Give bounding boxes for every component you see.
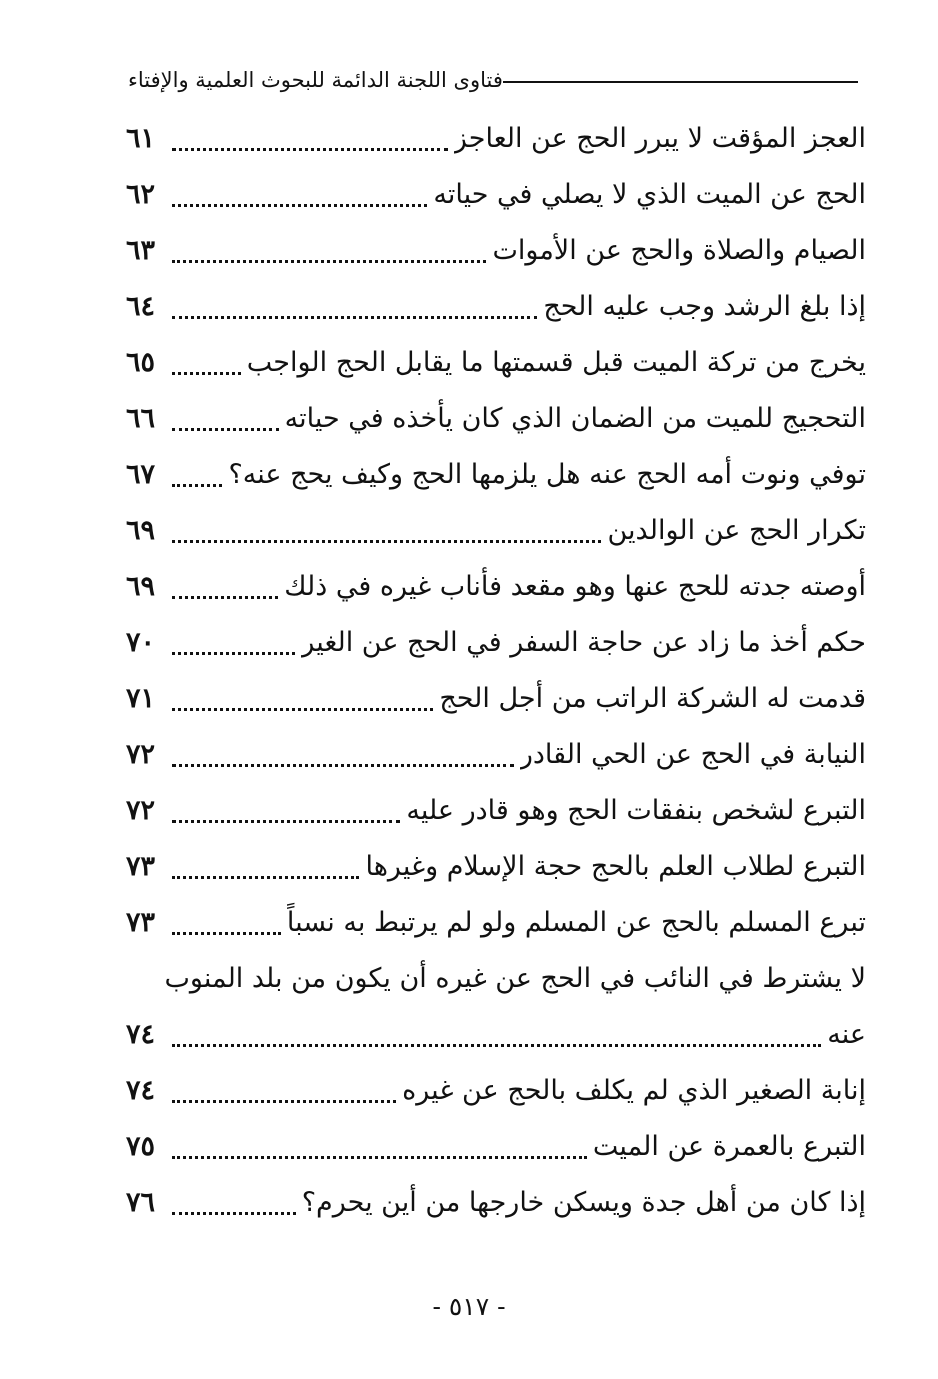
toc-leader-dots xyxy=(172,428,279,431)
toc-entry xyxy=(126,447,866,503)
toc-leader-dots xyxy=(172,932,281,935)
toc-page-number: ٧٠ xyxy=(126,627,156,658)
toc-entry xyxy=(126,1175,866,1231)
toc-entry-title: أوصته جدته للحج عنها وهو مقعد فأناب غيره في ذلك xyxy=(284,571,866,602)
toc-page-number: ٦٤ xyxy=(126,291,156,322)
toc-entry xyxy=(126,111,866,167)
toc-leader-dots xyxy=(172,1212,296,1215)
toc-entry xyxy=(126,279,866,335)
toc-page-number: ٧٢ xyxy=(126,739,156,770)
toc-entry xyxy=(126,1007,866,1063)
header-rule xyxy=(503,81,858,83)
toc-entry xyxy=(126,783,866,839)
toc-entry-title: النيابة في الحج عن الحي القادر xyxy=(519,739,866,770)
toc-page-number: ٦٣ xyxy=(126,235,156,266)
toc-leader-dots xyxy=(172,876,359,879)
toc-leader-dots xyxy=(172,372,241,375)
toc-entry-title: تبرع المسلم بالحج عن المسلم ولو لم يرتبط به نسباً xyxy=(286,907,866,938)
toc-entry xyxy=(126,335,866,391)
toc-leader-dots xyxy=(172,1044,821,1047)
toc-page-number: ٧٣ xyxy=(126,851,156,882)
toc-leader-dots xyxy=(172,652,295,655)
toc-page-number: ٦٩ xyxy=(126,571,156,602)
toc-page-number: ٧٢ xyxy=(126,795,156,826)
toc-entry-title: حكم أخذ ما زاد عن حاجة السفر في الحج عن الغير xyxy=(301,627,866,658)
toc-entry-title: الصيام والصلاة والحج عن الأموات xyxy=(492,235,866,266)
toc-entry-title: تكرار الحج عن الوالدين xyxy=(607,515,866,546)
toc-entry-title: عنه xyxy=(827,1019,866,1050)
toc-entry-title: إذا كان من أهل جدة ويسكن خارجها من أين يحرم؟ xyxy=(301,1187,866,1218)
toc-entry-title: التبرع لطلاب العلم بالحج حجة الإسلام وغيرها xyxy=(365,851,866,882)
toc-leader-dots xyxy=(172,260,486,263)
toc-page-number: ٦٢ xyxy=(126,179,156,210)
toc-leader-dots xyxy=(172,540,601,543)
toc-page-number: ٦١ xyxy=(126,123,156,154)
toc-leader-dots xyxy=(172,204,427,207)
toc-leader-dots xyxy=(172,484,222,487)
toc-page-number: ٧٥ xyxy=(126,1131,156,1162)
toc-page-number: ٦٥ xyxy=(126,347,156,378)
toc-page-number: ٧٤ xyxy=(126,1075,156,1106)
toc-entry-title: التبرع بالعمرة عن الميت xyxy=(592,1131,866,1162)
toc-entry-first-line xyxy=(126,951,866,1007)
header-title: فتاوى اللجنة الدائمة للبحوث العلمية والإفتاء xyxy=(128,68,503,92)
toc-entry-title: توفي ونوت أمه الحج عنه هل يلزمها الحج وكيف يحج عنه؟ xyxy=(228,459,866,490)
toc-entry xyxy=(126,559,866,615)
toc-entry-title: العجز المؤقت لا يبرر الحج عن العاجز xyxy=(453,123,866,154)
toc-leader-dots xyxy=(172,764,514,767)
toc-entry-title: إذا بلغ الرشد وجب عليه الحج xyxy=(543,291,866,322)
toc-entry-title: قدمت له الشركة الراتب من أجل الحج xyxy=(439,683,866,714)
toc-page-number: ٧٦ xyxy=(126,1187,156,1218)
toc-entry-title: الحج عن الميت الذي لا يصلي في حياته xyxy=(433,179,866,210)
toc-leader-dots xyxy=(172,1156,587,1159)
toc-entry xyxy=(126,223,866,279)
toc-entry-title: يخرج من تركة الميت قبل قسمتها ما يقابل الحج الواجب xyxy=(246,347,866,378)
toc-leader-dots xyxy=(172,596,278,599)
toc-entry-title: إنابة الصغير الذي لم يكلف بالحج عن غيره xyxy=(402,1075,866,1106)
toc-page-number: ٧٤ xyxy=(126,1019,156,1050)
toc-page-number: ٦٦ xyxy=(126,403,156,434)
toc-entry xyxy=(126,503,866,559)
toc-page-number: ٦٧ xyxy=(126,459,156,490)
page-number-footer: - ٥١٧ - xyxy=(432,1292,506,1321)
toc-leader-dots xyxy=(172,316,537,319)
table-of-contents xyxy=(126,111,866,1231)
toc-page-number: ٧٣ xyxy=(126,907,156,938)
toc-entry-title: التحجيج للميت من الضمان الذي كان يأخذه في حياته xyxy=(284,403,866,434)
toc-leader-dots xyxy=(172,1100,396,1103)
toc-entry xyxy=(126,727,866,783)
toc-entry xyxy=(126,895,866,951)
toc-entry xyxy=(126,1119,866,1175)
toc-entry-title: لا يشترط في النائب في الحج عن غيره أن يكون من بلد المنوب xyxy=(164,963,866,994)
toc-entry xyxy=(126,167,866,223)
toc-entry xyxy=(126,839,866,895)
toc-entry xyxy=(126,1063,866,1119)
toc-leader-dots xyxy=(172,148,448,151)
toc-entry-title: التبرع لشخص بنفقات الحج وهو قادر عليه xyxy=(406,795,866,826)
toc-entry xyxy=(126,391,866,447)
running-header xyxy=(128,60,868,100)
toc-entry xyxy=(126,671,866,727)
toc-page-number: ٧١ xyxy=(126,683,156,714)
toc-leader-dots xyxy=(172,708,433,711)
toc-entry xyxy=(126,615,866,671)
toc-leader-dots xyxy=(172,820,400,823)
toc-page-number: ٦٩ xyxy=(126,515,156,546)
